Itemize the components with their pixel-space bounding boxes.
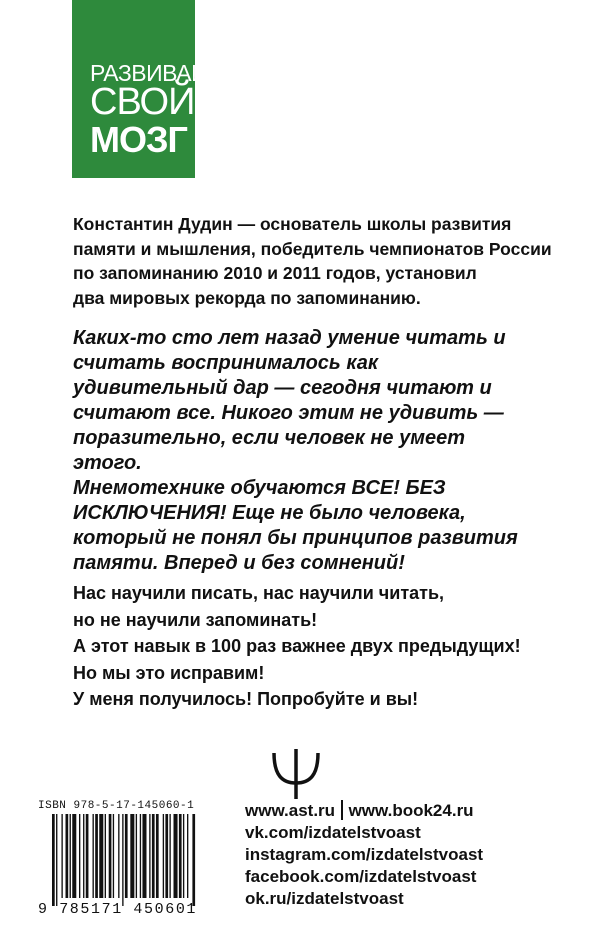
author-name: Константин Дудин <box>73 214 233 234</box>
motto-block <box>73 580 583 713</box>
quote-line: памяти. Вперед и без сомнений! <box>73 552 405 574</box>
series-badge <box>72 0 208 178</box>
barcode <box>38 800 233 920</box>
motto-line: Нас научили писать, нас научили читать, <box>73 583 445 603</box>
bio-line-2: памяти и мышления, победитель чемпионатов России <box>73 238 552 259</box>
quote-line: поразительно, если человек не умеет <box>73 427 466 449</box>
link-facebook[interactable]: facebook.com/izdatelstvoast <box>245 867 477 886</box>
quote-line: Мнемотехнике обучаются ВСЕ! БЕЗ <box>73 477 446 499</box>
motto-line: но не научили запоминать! <box>73 609 318 630</box>
bio-line-3: по запоминанию 2010 и 2011 годов, установил <box>73 263 477 283</box>
author-bio <box>73 212 573 310</box>
bio-line-1-text: — основатель школы развития <box>232 214 512 234</box>
link-ast[interactable]: www.ast.ru <box>245 801 336 820</box>
motto-line: А этот навык в 100 раз важнее двух предыдущих! <box>73 636 521 656</box>
quote-line: этого. <box>73 452 142 474</box>
quote-line: ИСКЛЮЧЕНИЯ! Еще не было человека, <box>73 502 466 524</box>
quote-line: который не понял бы принципов развития <box>73 527 518 549</box>
link-vk[interactable]: vk.com/izdatelstvoast <box>245 823 421 842</box>
quote-line: считают все. Никого этим не удивить — <box>73 402 504 424</box>
quote-line: считать воспринималось как <box>73 352 378 374</box>
quote-line: удивительный дар — сегодня читают и <box>73 377 492 399</box>
series-line-2: СВОЙ <box>90 81 195 123</box>
link-ok[interactable]: ok.ru/izdatelstvoast <box>245 889 404 908</box>
link-separator <box>341 800 343 820</box>
bio-line-4: два мировых рекорда по запоминанию. <box>73 287 421 308</box>
bio-line-1 <box>73 212 573 237</box>
barcode-digits: 9 785171 450601 <box>38 901 198 918</box>
publisher-links <box>245 800 585 910</box>
quote-line: Каких-то сто лет назад умение читать и <box>73 327 506 349</box>
psi-icon <box>268 745 324 801</box>
link-book24[interactable]: www.book24.ru <box>348 801 474 820</box>
motto-line: У меня получилось! Попробуйте и вы! <box>73 689 419 709</box>
link-instagram[interactable]: instagram.com/izdatelstvoast <box>245 845 484 864</box>
series-line-1: РАЗВИВАЙ <box>90 60 208 86</box>
motto-line: Но мы это исправим! <box>73 662 265 683</box>
links-row-sites <box>245 800 585 822</box>
series-line-3: МОЗГ <box>90 119 187 160</box>
isbn-text: ISBN 978-5-17-145060-1 <box>38 800 195 812</box>
quote-block <box>73 326 583 576</box>
